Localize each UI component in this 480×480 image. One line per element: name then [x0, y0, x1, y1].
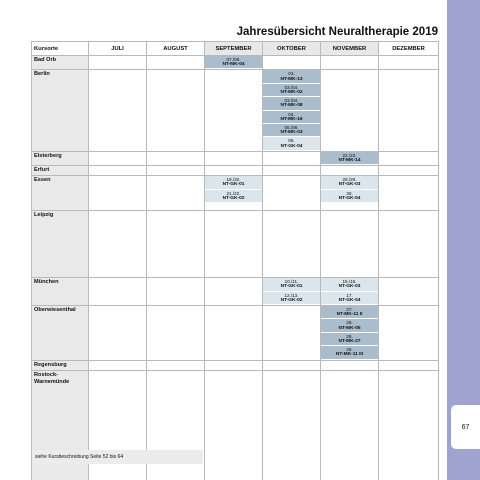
- event-block: 12./13. NT-GK-02: [263, 292, 320, 304]
- event-block: 06. NT-GK-04: [263, 137, 320, 149]
- event-block: 05./06. NT-MK-03: [263, 124, 320, 136]
- table-row: [32, 166, 439, 176]
- event-block: 15./16. NT-GK-03: [321, 278, 378, 290]
- event-block: 07./08. NT-MK-04: [205, 56, 262, 68]
- city-bad-orb: Bad Orb: [32, 56, 89, 70]
- event-block: 04. NT-MK-16: [263, 111, 320, 123]
- city-oberwiesenthal: Oberwiesenthal: [32, 306, 89, 361]
- city-regensburg: Regensburg: [32, 360, 89, 370]
- event-block: 17. NT-GK-04: [321, 292, 378, 304]
- event-block: 30. NT-GK-04: [321, 190, 378, 202]
- event-block: 21./22. NT-GK-02: [205, 190, 262, 202]
- col-header-november: NOVEMBER: [321, 42, 379, 56]
- table-row: [32, 306, 439, 361]
- event-block: 03. NT-MK-13: [263, 70, 320, 82]
- table-row: [32, 151, 439, 165]
- col-header-kursorte: Kursorte: [32, 42, 89, 56]
- table-row: [32, 360, 439, 370]
- city-elsterberg: Elsterberg: [32, 151, 89, 165]
- col-header-august: AUGUST: [147, 42, 205, 56]
- city-berlin: Berlin: [32, 70, 89, 151]
- footnote-course-reference: siehe Kursbeschreibung Seite 52 bis 64: [32, 450, 203, 464]
- event-block: 22./23. NT-MK-14: [321, 152, 378, 164]
- event-block: 19./20. NT-GK-01: [205, 176, 262, 188]
- city-erfurt: Erfurt: [32, 166, 89, 176]
- table-row: [32, 56, 439, 70]
- event-block: 28. NT-MK-27: [321, 333, 378, 345]
- event-block: 03./04. NT-MK-08: [263, 97, 320, 109]
- event-block: 03./04. NT-MK-02: [263, 84, 320, 96]
- table-row: [32, 211, 439, 278]
- event-block: 29. NT-MK-11 III: [321, 346, 378, 358]
- col-header-juli: JULI: [89, 42, 147, 56]
- city-muenchen: München: [32, 278, 89, 306]
- table-row: [32, 176, 439, 211]
- col-header-oktober: OKTOBER: [263, 42, 321, 56]
- city-essen: Essen: [32, 176, 89, 211]
- event-block: 28. NT-MK-05: [321, 319, 378, 331]
- col-header-september: SEPTEMBER: [205, 42, 263, 56]
- course-calendar-table: [31, 41, 439, 480]
- event-block: 27. NT-MK-11 II: [321, 306, 378, 318]
- col-header-dezember: DEZEMBER: [379, 42, 439, 56]
- table-row: [32, 70, 439, 151]
- city-leipzig: Leipzig: [32, 211, 89, 278]
- event-block: 10./11. NT-GK-01: [263, 278, 320, 290]
- event-block: 28./29. NT-GK-03: [321, 176, 378, 188]
- page-number: 67: [451, 405, 480, 449]
- page-title: Jahresübersicht Neuraltherapie 2019: [236, 26, 438, 38]
- city-rostock-warnemuende: Rostock- Warnemünde: [32, 370, 89, 480]
- header-row: [32, 42, 439, 56]
- table-row: [32, 278, 439, 306]
